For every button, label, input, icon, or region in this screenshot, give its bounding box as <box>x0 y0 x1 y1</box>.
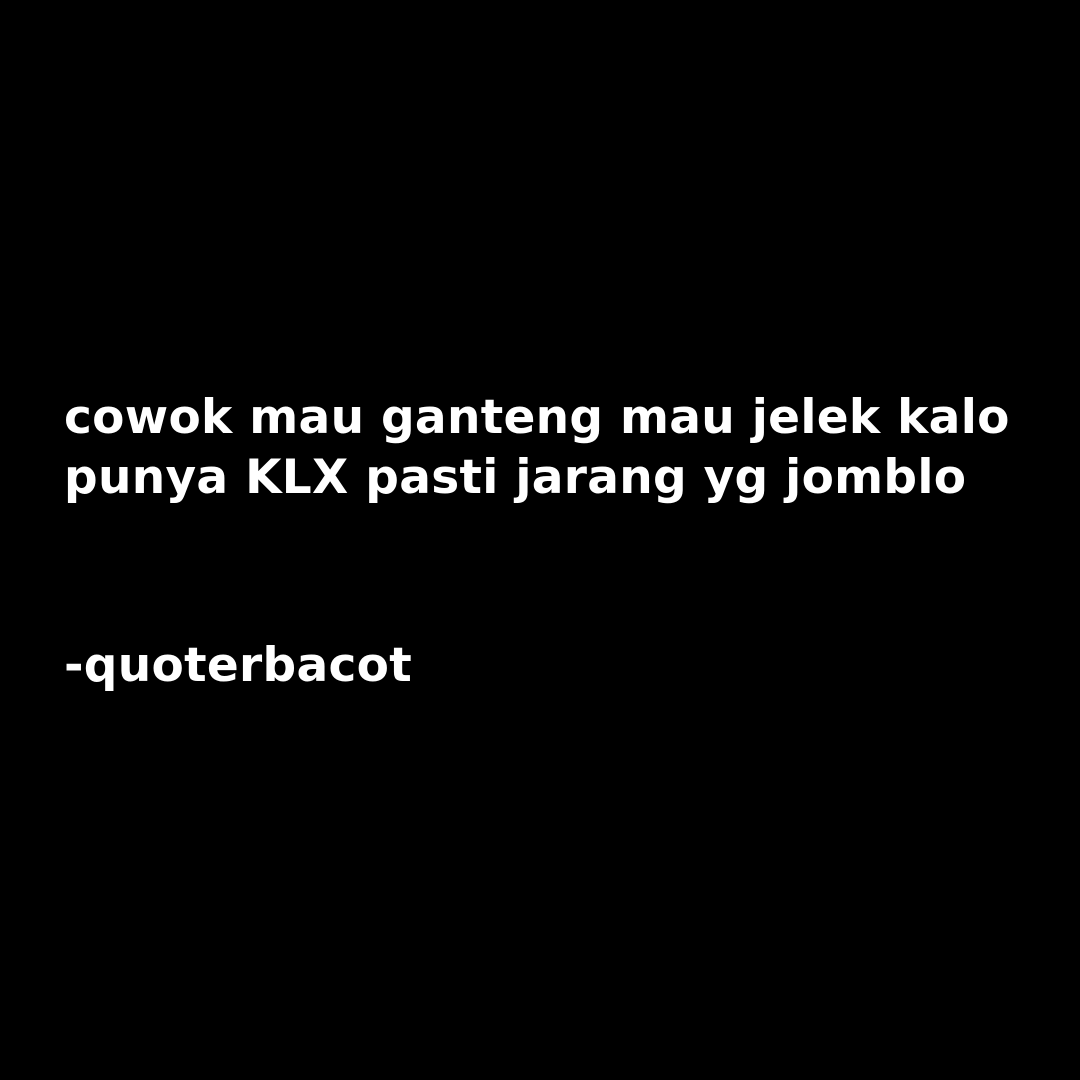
quote-line-2: punya KLX pasti jarang yg jomblo <box>64 450 967 505</box>
quote-text <box>64 388 1024 508</box>
signature: -quoterbacot <box>64 638 412 693</box>
quote-line-1: cowok mau ganteng mau jelek kalo <box>64 390 1010 445</box>
